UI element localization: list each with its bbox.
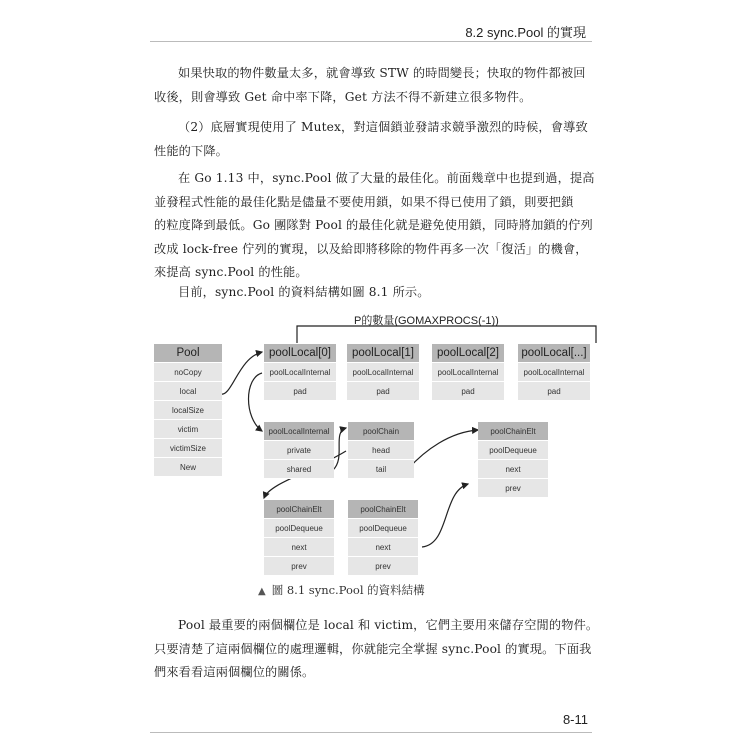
pool-local-field: pad — [432, 382, 504, 401]
pool-chain-elt-field: next — [348, 538, 418, 557]
paragraph-line: 來提高 sync.Pool 的性能。 — [154, 265, 308, 279]
paragraph-1 — [154, 62, 592, 109]
paragraph-line: 的粒度降到最低。Go 團隊對 Pool 的最佳化就是避免使用鎖，同時將加鎖的佇列 — [154, 218, 593, 232]
pool-local-internal-field: shared — [264, 460, 334, 479]
pool-header: Pool — [154, 344, 222, 363]
page-number: 8-11 — [562, 712, 588, 727]
paragraph-line: （2）底層實現使用了 Mutex，對這個鎖並發請求競爭激烈的時候，會導致 — [178, 120, 588, 134]
triangle-up-icon: ▲ — [258, 586, 266, 597]
sync-pool-diagram — [150, 308, 600, 578]
paragraph-2 — [154, 116, 592, 163]
pool-chain-elt-field: next — [478, 460, 548, 479]
pool-chain-field: tail — [348, 460, 414, 479]
pool-chain-elt-field: next — [264, 538, 334, 557]
pool-chain-field: head — [348, 441, 414, 460]
pool-chain-header: poolChain — [348, 422, 414, 441]
paragraph-line: Pool 最重要的兩個欄位是 local 和 victim，它們主要用來儲存空閒的物件。 — [178, 618, 599, 632]
pool-local-field: pad — [264, 382, 336, 401]
pool-chain-elt-header: poolChainElt — [348, 500, 418, 519]
paragraph-line: 目前，sync.Pool 的資料結構如圖 8.1 所示。 — [178, 285, 430, 299]
pool-local-header: poolLocal[...] — [518, 344, 590, 363]
paragraph-line: 們來看看這兩個欄位的關係。 — [154, 665, 315, 679]
pool-chain-elt-field: poolDequeue — [264, 519, 334, 538]
paragraph-line: 如果快取的物件數量太多，就會導致 STW 的時間變長；快取的物件都被回 — [178, 66, 586, 80]
pool-chain-elt-header: poolChainElt — [478, 422, 548, 441]
pool-local-field: poolLocalInternal — [264, 363, 336, 382]
paragraph-3 — [154, 167, 595, 285]
pool-local-field: pad — [347, 382, 419, 401]
pool-chain-elt-field: prev — [478, 479, 548, 498]
pool-local-field: poolLocalInternal — [432, 363, 504, 382]
header-rule — [150, 41, 592, 42]
pool-local-field: poolLocalInternal — [518, 363, 590, 382]
running-header: 8.2 sync.Pool 的實現 — [465, 25, 586, 40]
paragraph-line: 性能的下降。 — [154, 143, 229, 158]
arrow-next-to-elt3 — [422, 484, 468, 547]
arrow-shared-to-chain — [333, 428, 346, 470]
arrow-internal-to-pli — [249, 373, 263, 431]
brace-line — [297, 326, 596, 343]
pool-local-field: poolLocalInternal — [347, 363, 419, 382]
pool-local-header: poolLocal[2] — [432, 344, 504, 363]
pool-local-field: pad — [518, 382, 590, 401]
paragraph-line: 改成 lock-free 佇列的實現，以及給即將移除的物件再多一次「復活」的機會， — [154, 241, 588, 256]
pool-field: victimSize — [154, 439, 222, 458]
pool-field: New — [154, 458, 222, 477]
pool-field: victim — [154, 420, 222, 439]
arrow-local-to-poollocal — [220, 352, 262, 394]
pool-chain-elt-field: poolDequeue — [348, 519, 418, 538]
pool-local-header: poolLocal[0] — [264, 344, 336, 363]
pool-chain-elt-field: prev — [348, 557, 418, 576]
arrow-tail-to-elt3 — [408, 430, 478, 469]
paragraph-line: 收後，則會導致 Get 命中率下降，Get 方法不得不新建立很多物件。 — [154, 89, 532, 104]
footer-rule — [150, 732, 592, 733]
pool-local-internal-header: poolLocalInternal — [264, 422, 334, 441]
paragraph-4 — [154, 281, 592, 305]
brace-label: P的數量(GOMAXPROCS(-1)) — [354, 315, 499, 327]
pool-local-header: poolLocal[1] — [347, 344, 419, 363]
paragraph-5 — [154, 614, 599, 685]
pool-chain-elt-header: poolChainElt — [264, 500, 334, 519]
figure-caption — [258, 582, 425, 598]
pool-field: noCopy — [154, 363, 222, 382]
pool-chain-elt-field: prev — [264, 557, 334, 576]
paragraph-line: 只要清楚了這兩個欄位的處理邏輯，你就能完全掌握 sync.Pool 的實現。下面我 — [154, 641, 592, 656]
pool-field: localSize — [154, 401, 222, 420]
pool-chain-elt-field: poolDequeue — [478, 441, 548, 460]
paragraph-line: 在 Go 1.13 中，sync.Pool 做了大量的最佳化。前面幾章中也提到過，提高 — [178, 171, 595, 185]
paragraph-line: 並發程式性能的最佳化點是儘量不要使用鎖，如果不得已使用了鎖，則要把鎖 — [154, 194, 574, 209]
pool-local-internal-field: private — [264, 441, 334, 460]
pool-field: local — [154, 382, 222, 401]
figure-caption-text: 圖 8.1 sync.Pool 的資料結構 — [271, 583, 425, 597]
